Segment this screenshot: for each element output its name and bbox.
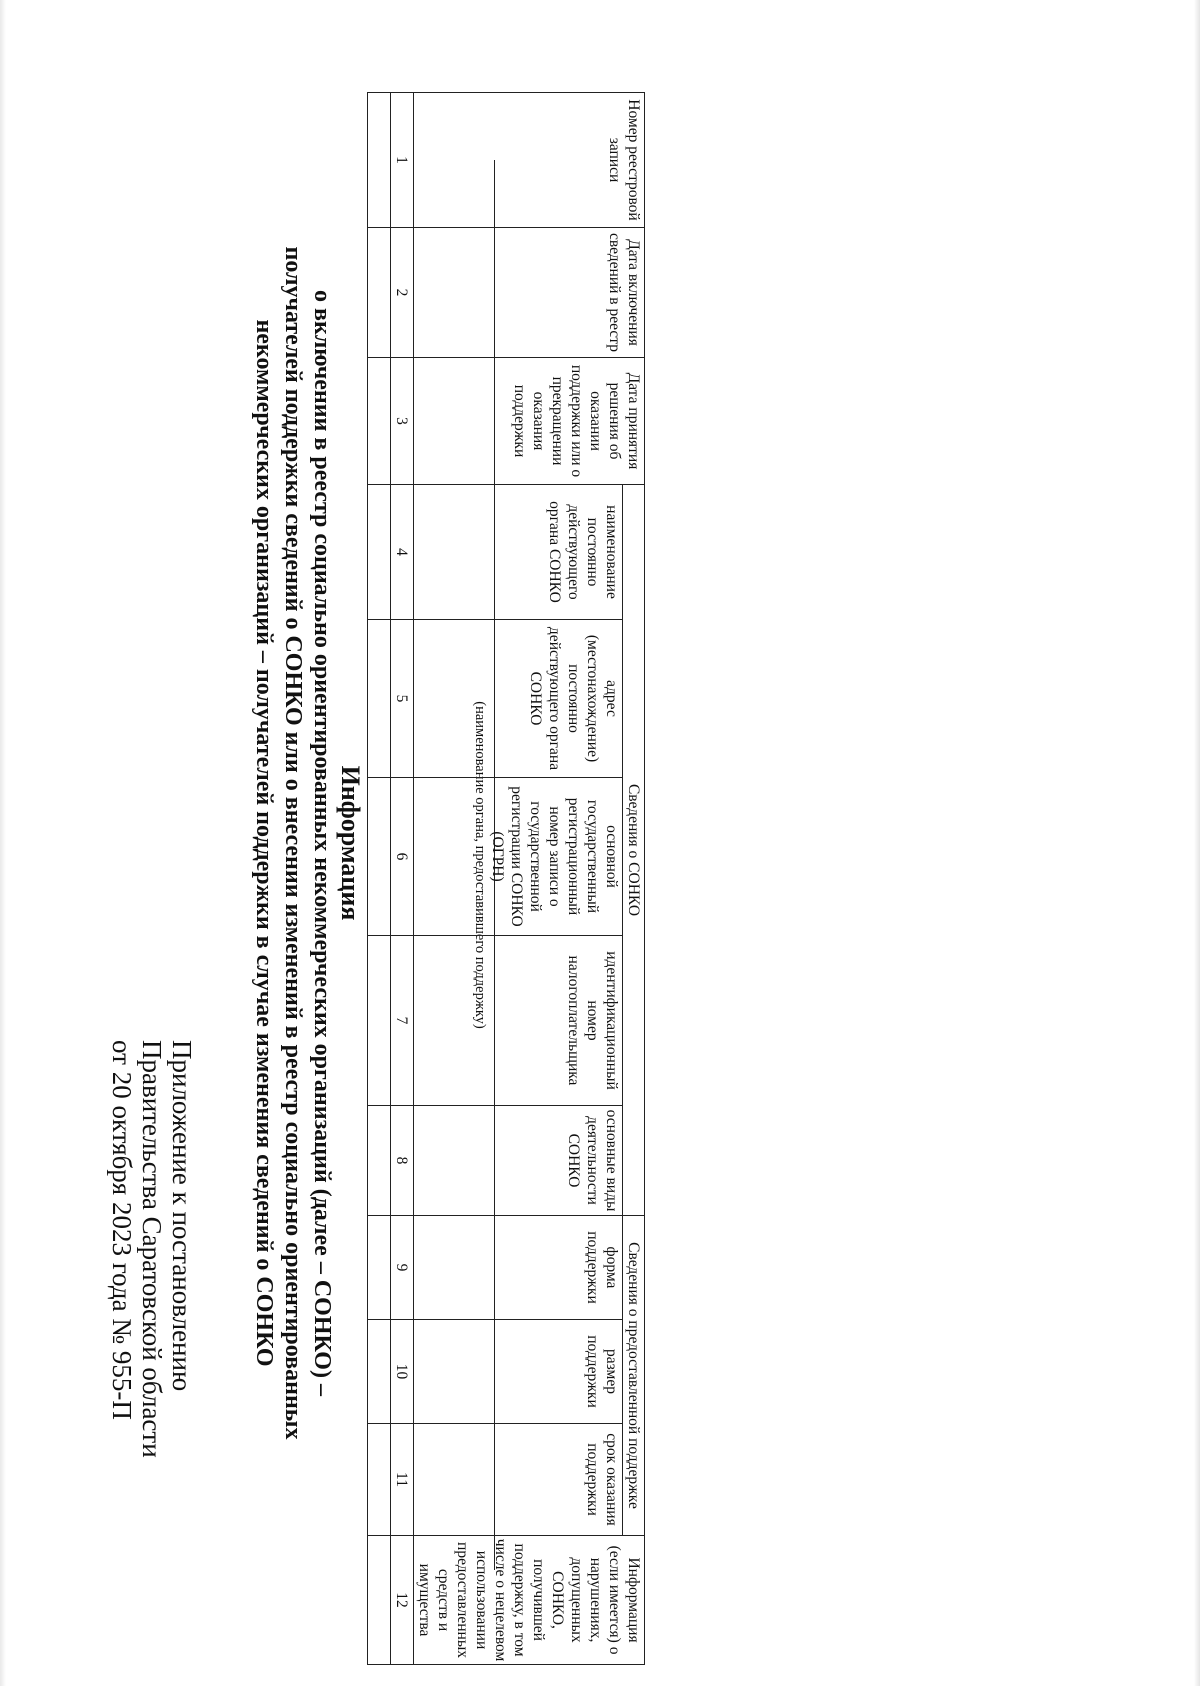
empty-cell	[368, 1536, 391, 1665]
col-number-4: 4	[391, 485, 414, 620]
col-number-12: 12	[391, 1536, 414, 1665]
col-number-1: 1	[391, 93, 414, 228]
col-header-4: наименование постоянно действующего органа СОНКО	[414, 485, 623, 620]
column-number-row	[391, 93, 414, 1665]
col-header-3: Дата принятия решения об оказании поддержки или о прекращении оказания поддержки	[414, 358, 645, 485]
empty-cell	[368, 1320, 391, 1424]
appendix-block	[107, 1040, 197, 1458]
empty-cell	[368, 1424, 391, 1536]
col-header-2: Дата включения сведений в реестр	[414, 228, 645, 358]
empty-cell	[368, 228, 391, 358]
col-number-6: 6	[391, 778, 414, 936]
empty-cell	[368, 358, 391, 485]
col-number-7: 7	[391, 936, 414, 1106]
col-header-1: Номер реестровой записи	[414, 93, 645, 228]
col-header-12: Информация (если имеется) о нарушениях, допущенных СОНКО, получившей поддержку, в том числе о нецелевом использовании предоставленных средств и имущества	[414, 1536, 645, 1665]
col-number-5: 5	[391, 620, 414, 778]
empty-cell	[368, 1216, 391, 1320]
col-header-11: срок оказания поддержки	[414, 1424, 623, 1536]
empty-cell	[368, 1106, 391, 1216]
col-header-10: размер поддержки	[414, 1320, 623, 1424]
appendix-line-2: Правительства Саратовской области	[137, 1040, 167, 1458]
col-number-9: 9	[391, 1216, 414, 1320]
document-subtitle-line-3: некоммерческих организаций – получателей поддержки в случае изменения сведений о СОНКО	[251, 319, 277, 1367]
empty-cell	[368, 620, 391, 778]
col-header-8: основные виды деятельности СОНКО	[414, 1106, 623, 1216]
document-title: Информация	[336, 765, 365, 921]
header-row-1	[623, 93, 645, 1665]
document-subtitle-line-1: о включении в реестр социально ориентированных некоммерческих организаций (далее – СОНКО) –	[309, 290, 335, 1396]
org-name-caption: (наименование органа, предоставившего поддержку)	[472, 701, 488, 1029]
appendix-line-1: Приложение к постановлению	[167, 1040, 197, 1392]
group-header-sonko: Сведения о СОНКО	[623, 485, 645, 1216]
col-number-8: 8	[391, 1106, 414, 1216]
col-header-9: форма поддержки	[414, 1216, 623, 1320]
registry-table	[367, 92, 645, 1665]
appendix-line-3: от 20 октября 2023 года № 955-П	[107, 1040, 137, 1420]
col-header-5: адрес (местонахождение) постоянно действующего органа СОНКО	[414, 620, 623, 778]
empty-cell	[368, 93, 391, 228]
empty-cell	[368, 485, 391, 620]
col-number-10: 10	[391, 1320, 414, 1424]
col-header-7: идентификационный номер налогоплательщика	[414, 936, 623, 1106]
col-number-11: 11	[391, 1424, 414, 1536]
document-subtitle-line-2: получателей поддержки сведений о СОНКО или о внесении изменений в реестр социально ориентированных	[280, 246, 306, 1440]
group-header-support: Сведения о предоставленной поддержке	[623, 1216, 645, 1536]
empty-cell	[368, 778, 391, 936]
col-number-3: 3	[391, 358, 414, 485]
col-number-2: 2	[391, 228, 414, 358]
col-header-6: основной государственный регистрационный номер записи о государственной регистрации СОНКО (ОГРН)	[414, 778, 623, 936]
empty-data-row	[368, 93, 391, 1665]
empty-cell	[368, 936, 391, 1106]
